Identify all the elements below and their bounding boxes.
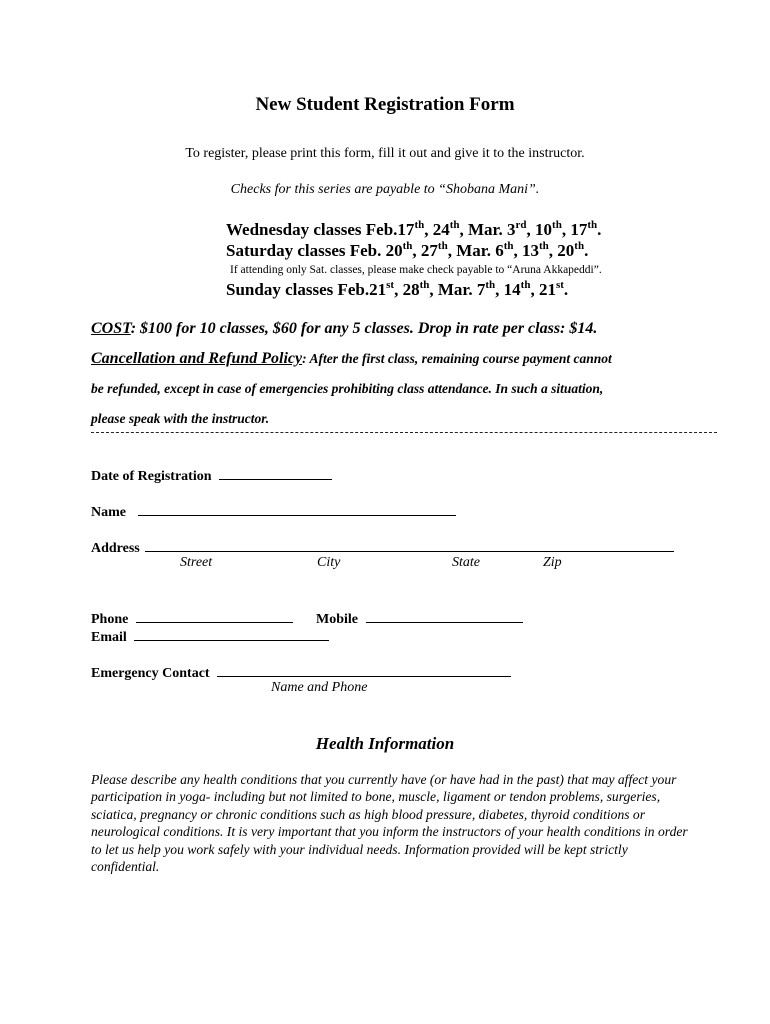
address-zip-label: Zip <box>543 555 562 570</box>
email-field <box>91 626 329 646</box>
name-field <box>91 501 456 521</box>
address-state-label: State <box>452 555 480 570</box>
policy-line-3: please speak with the instructor. <box>91 411 270 426</box>
mobile-blank[interactable] <box>366 608 523 623</box>
name-label: Name <box>91 505 126 520</box>
mobile-field <box>316 608 523 628</box>
date-blank[interactable] <box>219 465 332 480</box>
cost-label: COST <box>91 320 131 337</box>
address-city-label: City <box>317 555 341 570</box>
date-label: Date of Registration <box>91 469 212 484</box>
email-blank[interactable] <box>134 626 329 641</box>
email-label: Email <box>91 630 127 645</box>
emergency-label: Emergency Contact <box>91 666 210 681</box>
health-section-title: Health Information <box>315 734 455 753</box>
address-field <box>91 537 674 557</box>
phone-blank[interactable] <box>136 608 293 623</box>
cut-line-divider <box>91 432 717 433</box>
schedule-sunday <box>226 280 568 300</box>
policy-line-2: be refunded, except in case of emergencies prohibiting class attendance. In such a situation, <box>91 381 604 396</box>
schedule-wednesday <box>226 220 601 240</box>
date-field <box>91 465 332 485</box>
saturday-check-note: If attending only Sat. classes, please make check payable to “Aruna Akkapeddi”. <box>230 264 602 276</box>
emergency-field <box>91 662 511 682</box>
cost-text: : $100 for 10 classes, $60 for any 5 classes. Drop in rate per class: $14. <box>130 320 598 337</box>
intro-text: To register, please print this form, fill it out and give it to the instructor. <box>185 146 585 161</box>
checks-note: Checks for this series are payable to “Shobana Mani”. <box>230 182 540 197</box>
phone-field <box>91 608 293 628</box>
address-street-label: Street <box>180 555 213 570</box>
page-title: New Student Registration Form <box>255 94 515 115</box>
address-label: Address <box>91 541 140 556</box>
policy-text-1: : After the first class, remaining course payment cannot <box>302 351 612 366</box>
schedule-saturday-text: Saturday classes Feb. 20th, 27th, Mar. 6th, 13th, 20th. <box>226 240 589 260</box>
policy-label: Cancellation and Refund Policy <box>91 350 303 367</box>
schedule-sunday-text: Sunday classes Feb.21st, 28th, Mar. 7th, 14th, 21st. <box>226 279 569 299</box>
cost-line <box>91 320 597 338</box>
policy-line-1 <box>91 350 691 368</box>
emergency-blank[interactable] <box>217 662 511 677</box>
address-blank[interactable] <box>145 537 674 552</box>
phone-label: Phone <box>91 612 129 627</box>
health-description: Please describe any health conditions that you currently have (or have had in the past) that may affect your participation in yoga- including but not limited to bone, muscle, ligament or tendon problems, surgeries, sciatica, pregnancy or chronic conditions such as high blood pressure, diabetes, thyroid conditions or neurological conditions. It is very important that you inform the instructors of your health conditions in order to let us help you work safely with your individual needs. Information provided will be kept strictly confidential. <box>91 772 688 875</box>
schedule-saturday <box>226 241 588 261</box>
mobile-label: Mobile <box>316 612 358 627</box>
schedule-wednesday-text: Wednesday classes Feb.17th, 24th, Mar. 3rd, 10th, 17th. <box>226 219 602 239</box>
emergency-sub-label: Name and Phone <box>271 680 368 695</box>
name-blank[interactable] <box>138 501 456 516</box>
